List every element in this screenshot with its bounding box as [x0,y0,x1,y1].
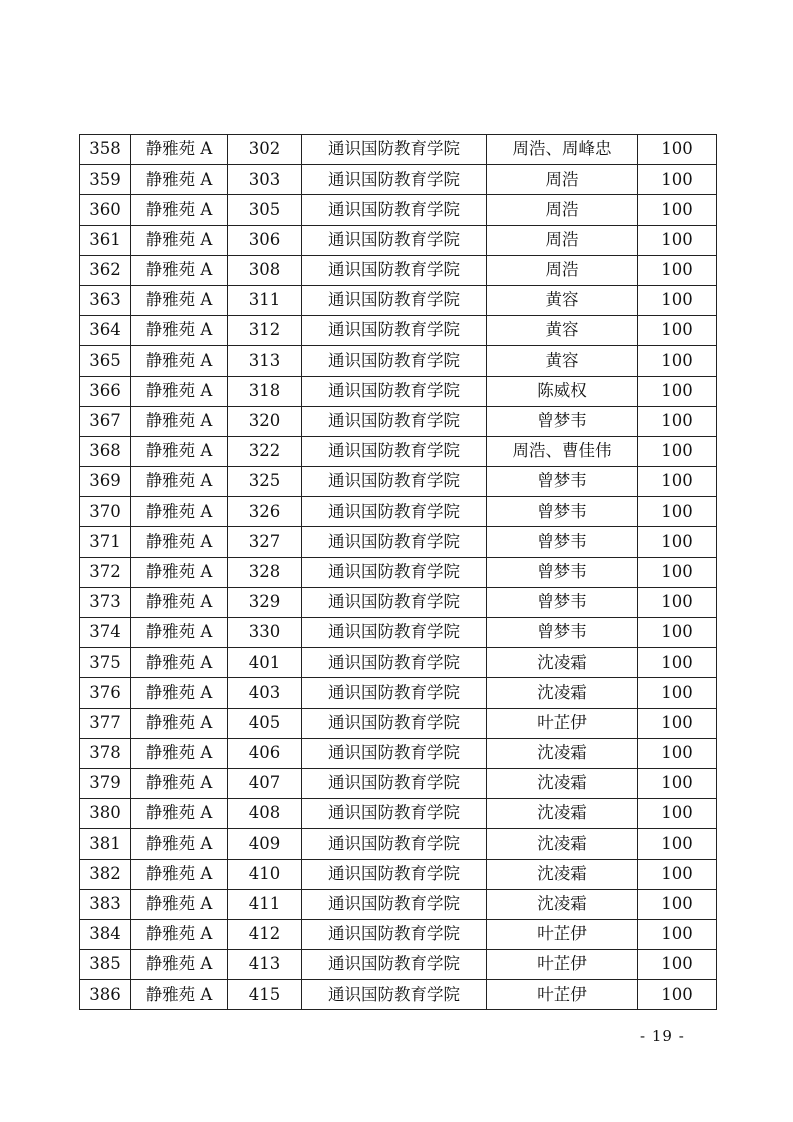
room-cell: 411 [228,889,302,919]
building-cell: 静雅苑 A [131,648,228,678]
person-name-cell: 曾梦韦 [487,557,638,587]
department-cell: 通识国防教育学院 [302,648,487,678]
row-number-cell: 376 [80,678,131,708]
department-cell: 通识国防教育学院 [302,255,487,285]
building-cell: 静雅苑 A [131,165,228,195]
table-row [80,316,717,346]
allocation-table [79,134,717,1010]
row-number-cell: 378 [80,738,131,768]
person-name-cell: 叶芷伊 [487,708,638,738]
table-row [80,285,717,315]
row-number-cell: 366 [80,376,131,406]
person-name-cell: 叶芷伊 [487,980,638,1010]
table-row [80,587,717,617]
department-cell: 通识国防教育学院 [302,527,487,557]
row-number-cell: 365 [80,346,131,376]
table-row [80,376,717,406]
person-name-cell: 沈凌霜 [487,829,638,859]
room-cell: 322 [228,436,302,466]
person-name-cell: 黄容 [487,285,638,315]
department-cell: 通识国防教育学院 [302,950,487,980]
score-cell: 100 [638,165,717,195]
person-name-cell: 沈凌霜 [487,738,638,768]
person-name-cell: 沈凌霜 [487,678,638,708]
score-cell: 100 [638,587,717,617]
row-number-cell: 373 [80,587,131,617]
person-name-cell: 曾梦韦 [487,406,638,436]
person-name-cell: 沈凌霜 [487,889,638,919]
department-cell: 通识国防教育学院 [302,708,487,738]
score-cell: 100 [638,799,717,829]
department-cell: 通识国防教育学院 [302,919,487,949]
room-cell: 306 [228,225,302,255]
person-name-cell: 曾梦韦 [487,467,638,497]
row-number-cell: 370 [80,497,131,527]
table-row [80,618,717,648]
building-cell: 静雅苑 A [131,738,228,768]
person-name-cell: 曾梦韦 [487,527,638,557]
building-cell: 静雅苑 A [131,195,228,225]
person-name-cell: 周浩、曹佳伟 [487,436,638,466]
building-cell: 静雅苑 A [131,618,228,648]
room-cell: 320 [228,406,302,436]
row-number-cell: 372 [80,557,131,587]
row-number-cell: 381 [80,829,131,859]
department-cell: 通识国防教育学院 [302,889,487,919]
table-row [80,436,717,466]
building-cell: 静雅苑 A [131,557,228,587]
person-name-cell: 曾梦韦 [487,497,638,527]
building-cell: 静雅苑 A [131,527,228,557]
person-name-cell: 周浩 [487,255,638,285]
row-number-cell: 359 [80,165,131,195]
department-cell: 通识国防教育学院 [302,467,487,497]
page-number: - 19 - [640,1027,685,1045]
row-number-cell: 360 [80,195,131,225]
department-cell: 通识国防教育学院 [302,768,487,798]
department-cell: 通识国防教育学院 [302,285,487,315]
table-row [80,919,717,949]
score-cell: 100 [638,859,717,889]
table-row [80,829,717,859]
table-body [80,135,717,1010]
room-cell: 312 [228,316,302,346]
person-name-cell: 黄容 [487,346,638,376]
table-row [80,678,717,708]
building-cell: 静雅苑 A [131,980,228,1010]
department-cell: 通识国防教育学院 [302,346,487,376]
person-name-cell: 沈凌霜 [487,648,638,678]
score-cell: 100 [638,648,717,678]
table-row [80,799,717,829]
room-cell: 325 [228,467,302,497]
row-number-cell: 362 [80,255,131,285]
score-cell: 100 [638,195,717,225]
score-cell: 100 [638,316,717,346]
table-row [80,195,717,225]
score-cell: 100 [638,135,717,165]
row-number-cell: 379 [80,768,131,798]
building-cell: 静雅苑 A [131,255,228,285]
table-row [80,135,717,165]
department-cell: 通识国防教育学院 [302,587,487,617]
person-name-cell: 陈威权 [487,376,638,406]
score-cell: 100 [638,768,717,798]
score-cell: 100 [638,467,717,497]
person-name-cell: 周浩、周峰忠 [487,135,638,165]
score-cell: 100 [638,889,717,919]
building-cell: 静雅苑 A [131,135,228,165]
building-cell: 静雅苑 A [131,768,228,798]
score-cell: 100 [638,678,717,708]
department-cell: 通识国防教育学院 [302,738,487,768]
table-row [80,406,717,436]
room-cell: 412 [228,919,302,949]
department-cell: 通识国防教育学院 [302,859,487,889]
score-cell: 100 [638,618,717,648]
row-number-cell: 385 [80,950,131,980]
department-cell: 通识国防教育学院 [302,980,487,1010]
room-cell: 303 [228,165,302,195]
row-number-cell: 368 [80,436,131,466]
person-name-cell: 沈凌霜 [487,799,638,829]
person-name-cell: 周浩 [487,225,638,255]
table-row [80,255,717,285]
row-number-cell: 364 [80,316,131,346]
room-cell: 409 [228,829,302,859]
building-cell: 静雅苑 A [131,406,228,436]
room-cell: 305 [228,195,302,225]
score-cell: 100 [638,557,717,587]
score-cell: 100 [638,255,717,285]
person-name-cell: 周浩 [487,165,638,195]
score-cell: 100 [638,708,717,738]
room-cell: 407 [228,768,302,798]
room-cell: 327 [228,527,302,557]
table-row [80,889,717,919]
table-row [80,768,717,798]
person-name-cell: 曾梦韦 [487,618,638,648]
row-number-cell: 371 [80,527,131,557]
row-number-cell: 375 [80,648,131,678]
room-cell: 330 [228,618,302,648]
score-cell: 100 [638,436,717,466]
table-row [80,950,717,980]
room-cell: 326 [228,497,302,527]
table-row [80,165,717,195]
room-cell: 405 [228,708,302,738]
building-cell: 静雅苑 A [131,467,228,497]
person-name-cell: 曾梦韦 [487,587,638,617]
score-cell: 100 [638,406,717,436]
building-cell: 静雅苑 A [131,889,228,919]
person-name-cell: 周浩 [487,195,638,225]
table-row [80,980,717,1010]
building-cell: 静雅苑 A [131,587,228,617]
department-cell: 通识国防教育学院 [302,678,487,708]
department-cell: 通识国防教育学院 [302,316,487,346]
room-cell: 302 [228,135,302,165]
table-row [80,225,717,255]
score-cell: 100 [638,980,717,1010]
person-name-cell: 叶芷伊 [487,919,638,949]
building-cell: 静雅苑 A [131,436,228,466]
score-cell: 100 [638,738,717,768]
table-row [80,497,717,527]
department-cell: 通识国防教育学院 [302,135,487,165]
row-number-cell: 380 [80,799,131,829]
score-cell: 100 [638,285,717,315]
building-cell: 静雅苑 A [131,316,228,346]
room-cell: 413 [228,950,302,980]
score-cell: 100 [638,829,717,859]
row-number-cell: 383 [80,889,131,919]
department-cell: 通识国防教育学院 [302,436,487,466]
row-number-cell: 374 [80,618,131,648]
row-number-cell: 369 [80,467,131,497]
building-cell: 静雅苑 A [131,708,228,738]
table-row [80,738,717,768]
building-cell: 静雅苑 A [131,497,228,527]
table-row [80,708,717,738]
building-cell: 静雅苑 A [131,225,228,255]
room-cell: 308 [228,255,302,285]
department-cell: 通识国防教育学院 [302,497,487,527]
score-cell: 100 [638,950,717,980]
department-cell: 通识国防教育学院 [302,406,487,436]
table-row [80,557,717,587]
row-number-cell: 358 [80,135,131,165]
row-number-cell: 363 [80,285,131,315]
row-number-cell: 361 [80,225,131,255]
score-cell: 100 [638,225,717,255]
department-cell: 通识国防教育学院 [302,225,487,255]
table-row [80,346,717,376]
room-cell: 311 [228,285,302,315]
row-number-cell: 382 [80,859,131,889]
score-cell: 100 [638,376,717,406]
row-number-cell: 367 [80,406,131,436]
room-cell: 408 [228,799,302,829]
score-cell: 100 [638,497,717,527]
department-cell: 通识国防教育学院 [302,618,487,648]
room-cell: 406 [228,738,302,768]
room-cell: 410 [228,859,302,889]
table-row [80,859,717,889]
room-cell: 415 [228,980,302,1010]
building-cell: 静雅苑 A [131,829,228,859]
building-cell: 静雅苑 A [131,950,228,980]
room-cell: 403 [228,678,302,708]
row-number-cell: 384 [80,919,131,949]
department-cell: 通识国防教育学院 [302,195,487,225]
building-cell: 静雅苑 A [131,919,228,949]
person-name-cell: 沈凌霜 [487,859,638,889]
row-number-cell: 377 [80,708,131,738]
row-number-cell: 386 [80,980,131,1010]
table-row [80,467,717,497]
department-cell: 通识国防教育学院 [302,829,487,859]
table-row [80,527,717,557]
building-cell: 静雅苑 A [131,285,228,315]
table-row [80,648,717,678]
score-cell: 100 [638,527,717,557]
department-cell: 通识国防教育学院 [302,165,487,195]
person-name-cell: 黄容 [487,316,638,346]
room-cell: 328 [228,557,302,587]
building-cell: 静雅苑 A [131,678,228,708]
department-cell: 通识国防教育学院 [302,376,487,406]
building-cell: 静雅苑 A [131,799,228,829]
room-cell: 318 [228,376,302,406]
department-cell: 通识国防教育学院 [302,557,487,587]
building-cell: 静雅苑 A [131,346,228,376]
room-cell: 329 [228,587,302,617]
department-cell: 通识国防教育学院 [302,799,487,829]
room-cell: 401 [228,648,302,678]
person-name-cell: 叶芷伊 [487,950,638,980]
score-cell: 100 [638,346,717,376]
building-cell: 静雅苑 A [131,376,228,406]
score-cell: 100 [638,919,717,949]
building-cell: 静雅苑 A [131,859,228,889]
room-cell: 313 [228,346,302,376]
person-name-cell: 沈凌霜 [487,768,638,798]
